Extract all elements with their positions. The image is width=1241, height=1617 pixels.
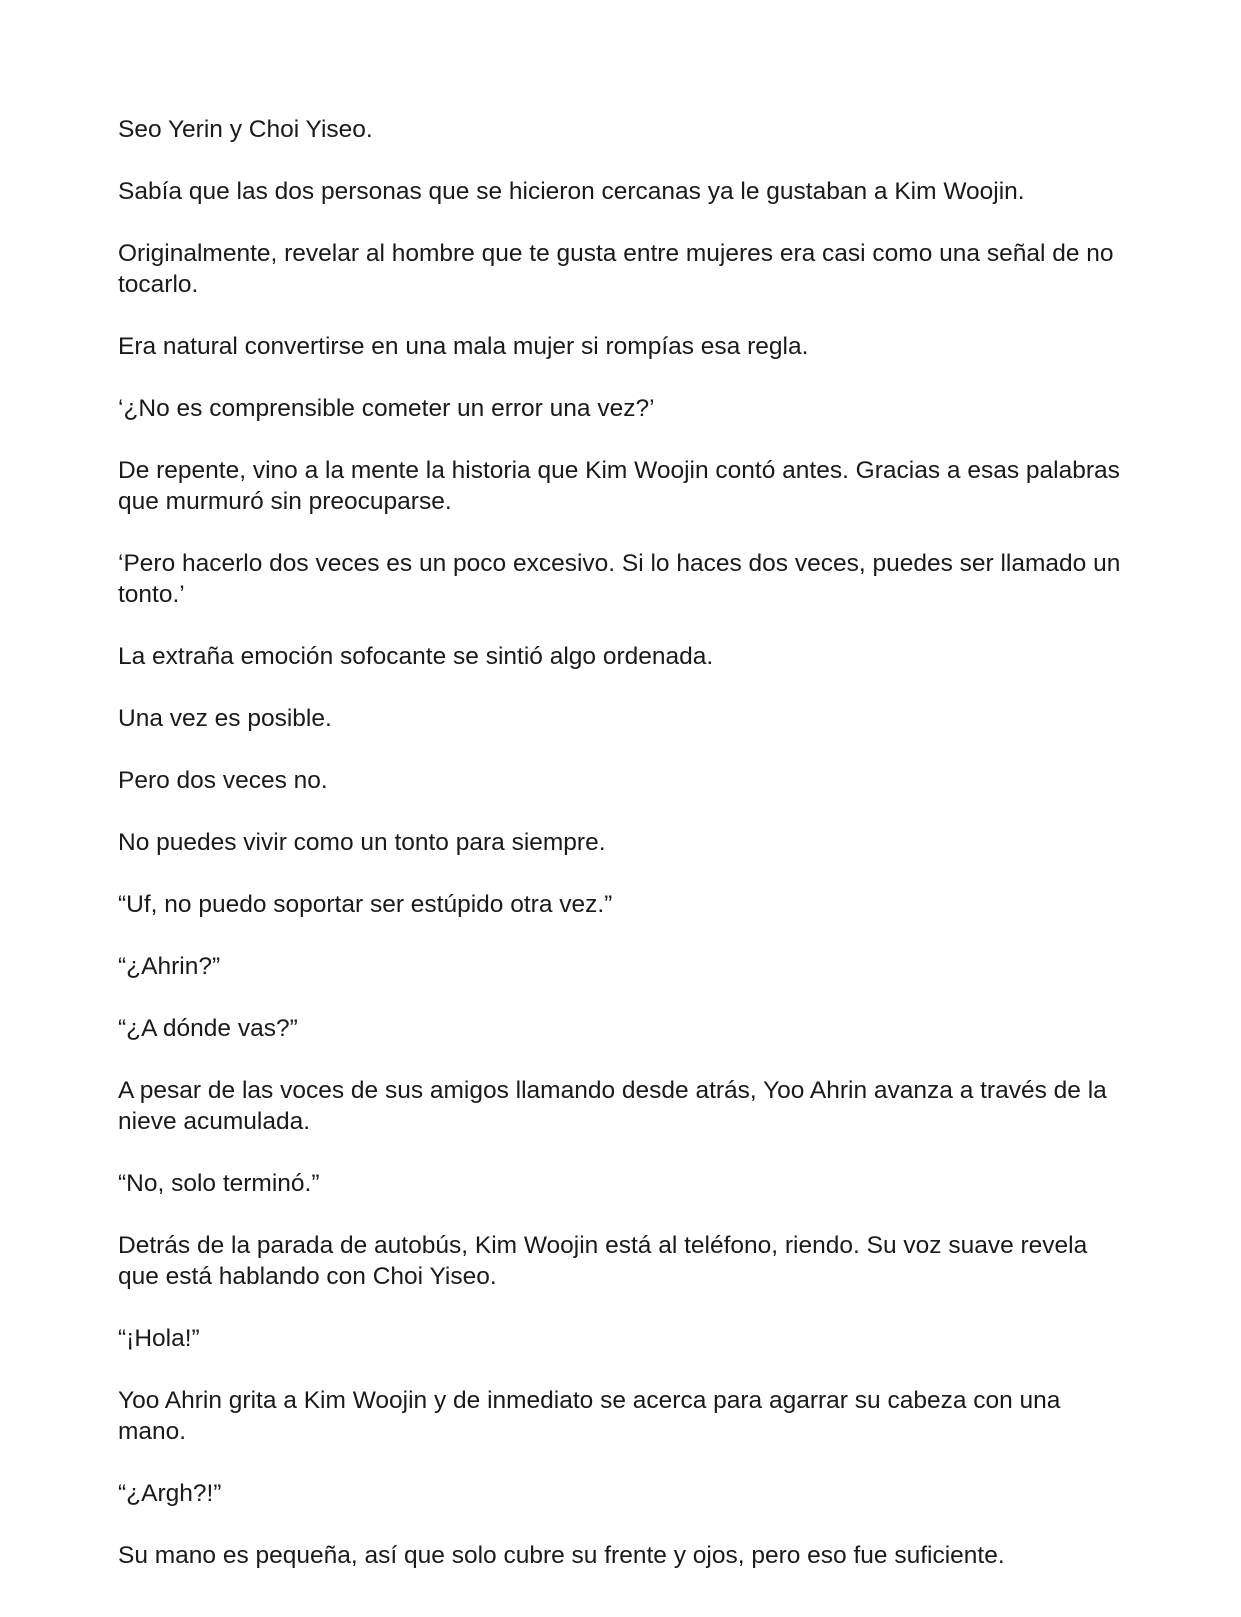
paragraph: De repente, vino a la mente la historia que Kim Woojin contó antes. Gracias a esas palabras que murmuró sin preocuparse. <box>118 457 1120 515</box>
paragraph: A pesar de las voces de sus amigos llamando desde atrás, Yoo Ahrin avanza a través de la nieve acumulada. <box>118 1077 1107 1135</box>
paragraph: ‘Pero hacerlo dos veces es un poco excesivo. Si lo haces dos veces, puedes ser llamado un tonto.’ <box>118 550 1121 608</box>
paragraph: Seo Yerin y Choi Yiseo. <box>118 116 373 143</box>
paragraph: Detrás de la parada de autobús, Kim Woojin está al teléfono, riendo. Su voz suave revela que está hablando con Choi Yiseo. <box>118 1232 1088 1290</box>
paragraph: La extraña emoción sofocante se sintió algo ordenada. <box>118 643 714 670</box>
paragraph: Pero dos veces no. <box>118 767 328 794</box>
paragraph: “Uf, no puedo soportar ser estúpido otra vez.” <box>118 891 613 918</box>
paragraph: “No, solo terminó.” <box>118 1170 320 1197</box>
paragraph: Originalmente, revelar al hombre que te gusta entre mujeres era casi como una señal de no tocarlo. <box>118 240 1114 298</box>
paragraph: Una vez es posible. <box>118 705 332 732</box>
paragraph: “¿Ahrin?” <box>118 953 221 980</box>
paragraph: “¿Argh?!” <box>118 1480 222 1507</box>
paragraph: Su mano es pequeña, así que solo cubre su frente y ojos, pero eso fue suficiente. <box>118 1542 1005 1569</box>
paragraph: Yoo Ahrin grita a Kim Woojin y de inmediato se acerca para agarrar su cabeza con una mano. <box>118 1387 1061 1445</box>
paragraph: ‘¿No es comprensible cometer un error una vez?’ <box>118 395 655 422</box>
paragraph: “¿A dónde vas?” <box>118 1015 298 1042</box>
document-body <box>118 114 1128 1602</box>
paragraph: Sabía que las dos personas que se hicieron cercanas ya le gustaban a Kim Woojin. <box>118 178 1025 205</box>
paragraph: Era natural convertirse en una mala mujer si rompías esa regla. <box>118 333 809 360</box>
paragraph: No puedes vivir como un tonto para siempre. <box>118 829 606 856</box>
paragraph: “¡Hola!” <box>118 1325 200 1352</box>
